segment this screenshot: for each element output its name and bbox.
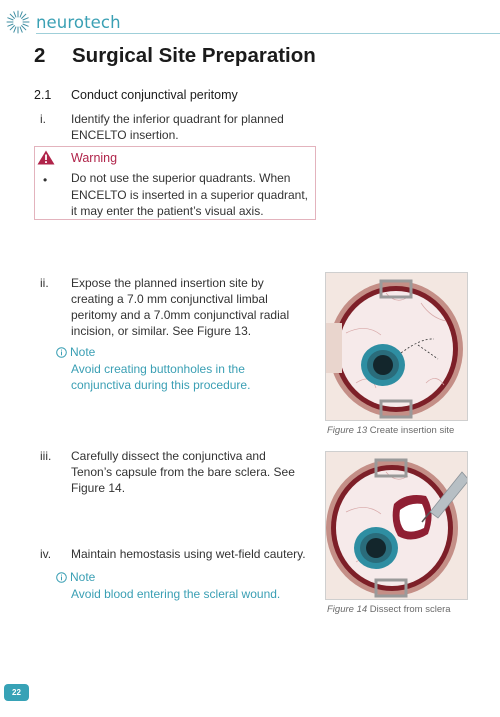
- step-numeral: iv.: [40, 547, 52, 561]
- info-circle-icon: [56, 347, 67, 358]
- note-line: Avoid blood entering the scleral wound.: [71, 587, 281, 601]
- subsection-heading: [34, 88, 238, 102]
- warning-triangle-icon: [37, 150, 55, 165]
- figure-14-image: [325, 451, 468, 600]
- step-numeral: ii.: [40, 276, 49, 290]
- step-line: Identify the inferior quadrant for planned: [71, 112, 284, 126]
- eye-dissection-illustration: [326, 452, 468, 600]
- note-text: [71, 586, 321, 602]
- figure-caption-text: Dissect from sclera: [369, 604, 451, 615]
- header-divider: [36, 33, 500, 34]
- figure-caption-text: Create insertion site: [369, 425, 455, 436]
- step-line: peritomy and a 7.0mm conjunctival radial: [71, 308, 290, 322]
- section-title: Surgical Site Preparation: [72, 44, 316, 67]
- figure-13-caption: [327, 425, 454, 436]
- section-number: 2: [34, 44, 46, 67]
- note-label: Note: [70, 345, 96, 359]
- figure-label: Figure 13: [327, 425, 368, 436]
- step-line: Tenon’s capsule from the bare sclera. See: [71, 465, 295, 479]
- step-line: creating a 7.0 mm conjunctival limbal: [71, 292, 268, 306]
- figure-14-caption: [327, 604, 451, 615]
- brand-sunburst-icon: [4, 8, 32, 36]
- step-iv: [40, 546, 330, 564]
- step-line: ENCELTO insertion.: [71, 128, 179, 142]
- note-text: [71, 361, 316, 393]
- step-ii: [40, 275, 320, 341]
- note-line: conjunctiva during this procedure.: [71, 378, 251, 392]
- step-line: Carefully dissect the conjunctiva and: [71, 449, 266, 463]
- note-header: [56, 345, 95, 359]
- warning-line: Do not use the superior quadrants. When: [71, 171, 291, 185]
- step-i: [40, 111, 320, 145]
- step-line: Figure 14.: [71, 481, 126, 495]
- figure-13-image: [325, 272, 468, 421]
- step-iii: [40, 448, 325, 498]
- step-numeral: iii.: [40, 449, 52, 463]
- subsection-number: 2.1: [34, 88, 52, 102]
- step-line: incision, or similar. See Figure 13.: [71, 324, 252, 338]
- step-line: Expose the planned insertion site by: [71, 276, 264, 290]
- note-line: Avoid creating buttonholes in the: [71, 362, 245, 376]
- warning-bullet: •: [43, 173, 48, 187]
- warning-text: [71, 170, 315, 220]
- page-number-badge: 22: [4, 684, 29, 701]
- step-numeral: i.: [40, 112, 46, 126]
- section-heading: [34, 44, 316, 68]
- warning-line: ENCELTO is inserted in a superior quadrant,: [71, 187, 309, 202]
- step-line: Maintain hemostasis using wet-field cautery.: [71, 547, 306, 561]
- note-header: [56, 570, 95, 584]
- info-circle-icon: [56, 572, 67, 583]
- brand-name: neurotech: [36, 12, 121, 32]
- brand-logo: [4, 8, 121, 36]
- eye-illustration: [326, 273, 468, 421]
- figure-label: Figure 14: [327, 604, 368, 615]
- subsection-title: Conduct conjunctival peritomy: [71, 88, 238, 102]
- warning-label: Warning: [71, 151, 118, 165]
- warning-header: [37, 150, 55, 165]
- warning-line: it may enter the patient’s visual axis.: [71, 204, 264, 218]
- note-label: Note: [70, 570, 96, 584]
